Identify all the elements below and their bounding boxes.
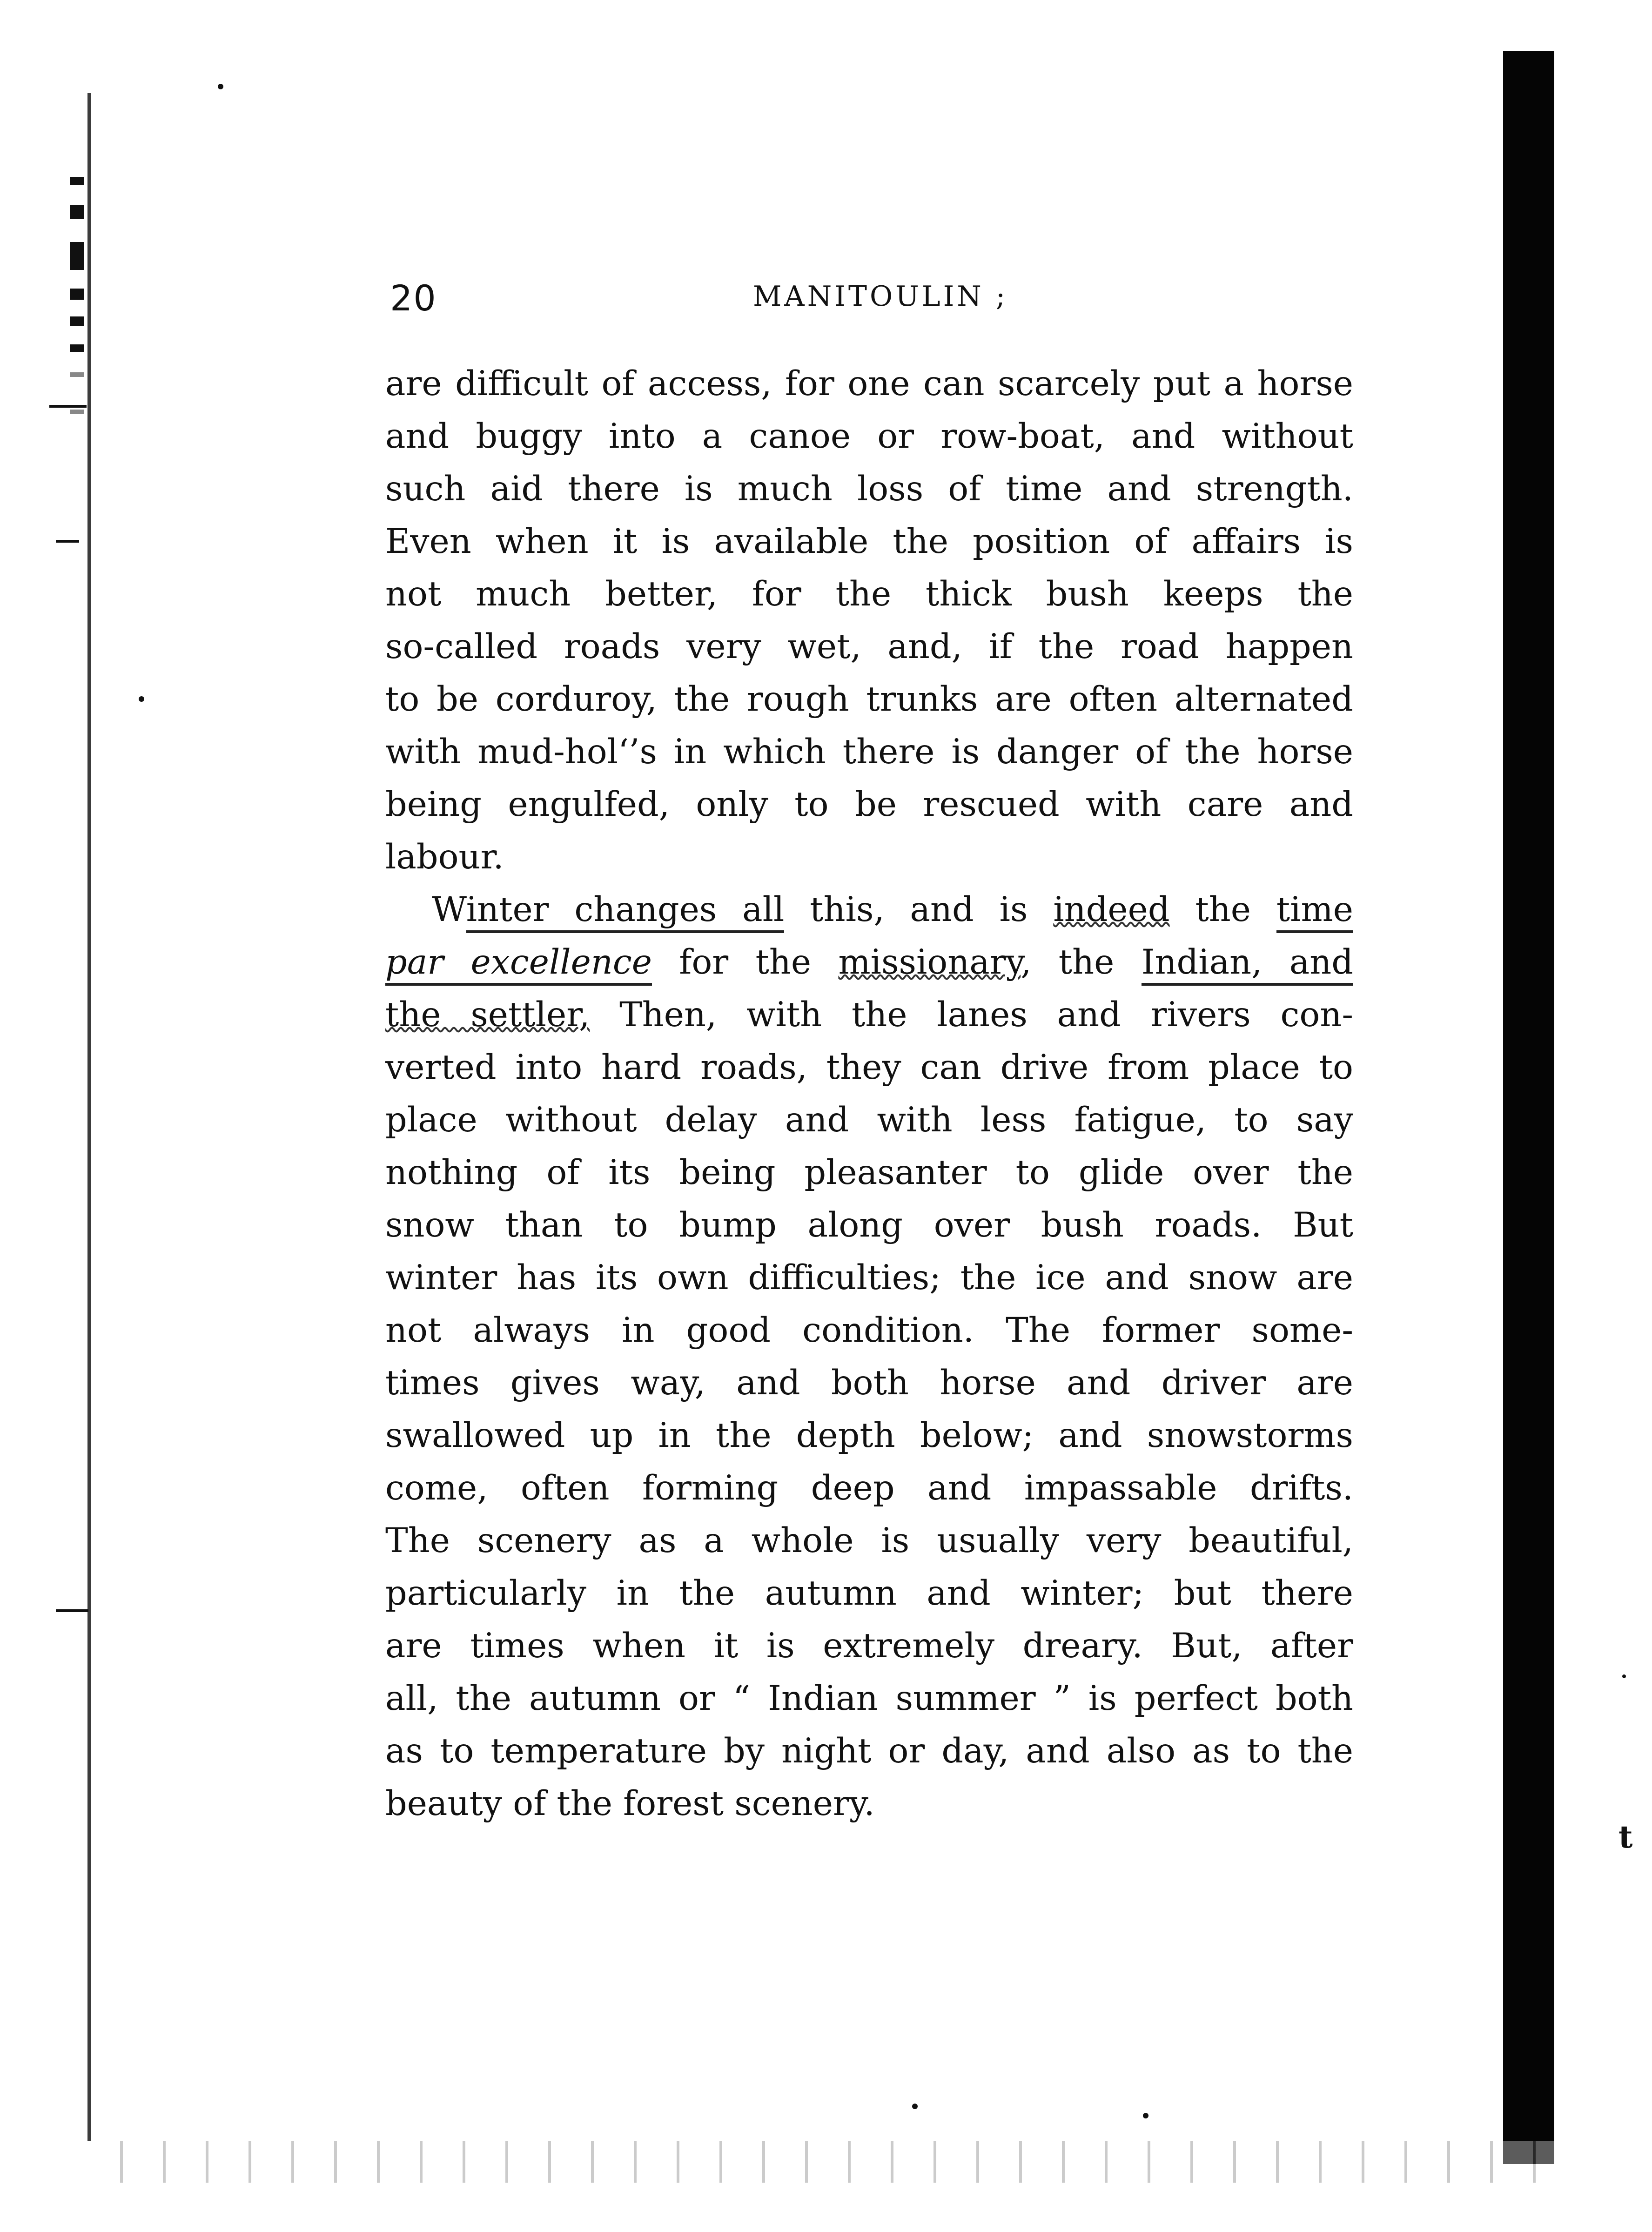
margin-mark [70,177,84,185]
text-line: not much better, for the thick bush keeps the [385,574,1353,614]
text-fragment: for the [651,942,839,982]
text-line: to be corduroy, the rough trunks are often alternated [385,679,1353,719]
underlined-text: missionary [838,942,1021,982]
text-line: swallowed up in the depth below; and snowstorms [385,1416,1353,1455]
underlined-text: inter changes all [466,890,785,933]
right-scan-shadow [1503,51,1554,2164]
text-line: snow than to bump along over bush roads. But [385,1205,1353,1245]
margin-mark [70,205,84,219]
text-line: not always in good condition. The former some- [385,1311,1353,1350]
stray-dot [218,84,223,89]
margin-dash [56,1609,88,1612]
left-margin-marks [70,177,88,437]
text-line [385,988,1353,1041]
margin-dash [56,540,79,543]
stray-margin-letter: t [1618,1819,1633,1855]
text-line: particularly in the autumn and winter; but there [385,1573,1353,1613]
underlined-text: indeed [1053,890,1170,929]
margin-mark [70,344,84,352]
text-line: The scenery as a whole is usually very beautiful, [385,1521,1353,1560]
text-line: are times when it is extremely dreary. But, after [385,1626,1353,1666]
text-line [385,883,1353,936]
margin-mark [70,316,84,326]
text-line: come, often forming deep and impassable drifts. [385,1468,1353,1508]
margin-mark [70,242,84,270]
page-header [390,277,1349,324]
margin-mark [70,289,84,300]
body-text [385,357,1353,1830]
text-fragment: the [1169,890,1276,929]
text-line: beauty of the forest scenery. [385,1784,875,1823]
text-line: nothing of its being pleasanter to glide over the [385,1153,1353,1192]
text-fragment: this, and is [784,890,1054,929]
italic-underlined-text: par excellence [385,942,652,986]
text-fragment: Then, with the lanes and rivers con- [590,995,1353,1035]
text-line: Even when it is available the position of affairs is [385,522,1353,561]
text-line: being engulfed, only to be rescued with care and [385,785,1353,824]
text-line: as to temperature by night or day, and also as to the [385,1731,1353,1771]
text-line: labour. [385,837,504,877]
text-line: times gives way, and both horse and driver are [385,1363,1353,1403]
underlined-text: , and [1251,942,1353,986]
text-line: verted into hard roads, they can drive from place to [385,1048,1353,1087]
text-line [385,936,1353,988]
text-line: so-called roads very wet, and, if the road happen [385,627,1353,666]
text-line: place without delay and with less fatigue, to say [385,1100,1353,1140]
bottom-scan-noise [102,2141,1568,2183]
underlined-text: the settler, [385,995,590,1035]
text-line: are difficult of access, for one can scarcely put a horse [385,364,1353,403]
margin-dash [49,405,87,408]
text-line: with mud-hol‘’s in which there is danger of the horse [385,732,1353,772]
page-number: 20 [390,277,437,319]
text-line: winter has its own difficulties; the ice and snow are [385,1258,1353,1298]
text-fragment: , the [1021,942,1142,982]
stray-dot [139,696,144,702]
underlined-text: Indian [1142,942,1251,986]
stray-dot [912,2104,918,2109]
stray-dot [1622,1674,1626,1678]
margin-mark [70,410,84,414]
underlined-text: time [1276,890,1353,933]
margin-mark [70,372,84,377]
stray-dot [1143,2113,1148,2118]
text-line: such aid there is much loss of time and strength. [385,469,1353,509]
text-line: and buggy into a canoe or row-boat, and without [385,417,1353,456]
text-line: all, the autumn or “ Indian summer ” is perfect both [385,1679,1353,1718]
running-title: MANITOULIN ; [753,280,1008,313]
text-fragment: W [432,890,466,929]
